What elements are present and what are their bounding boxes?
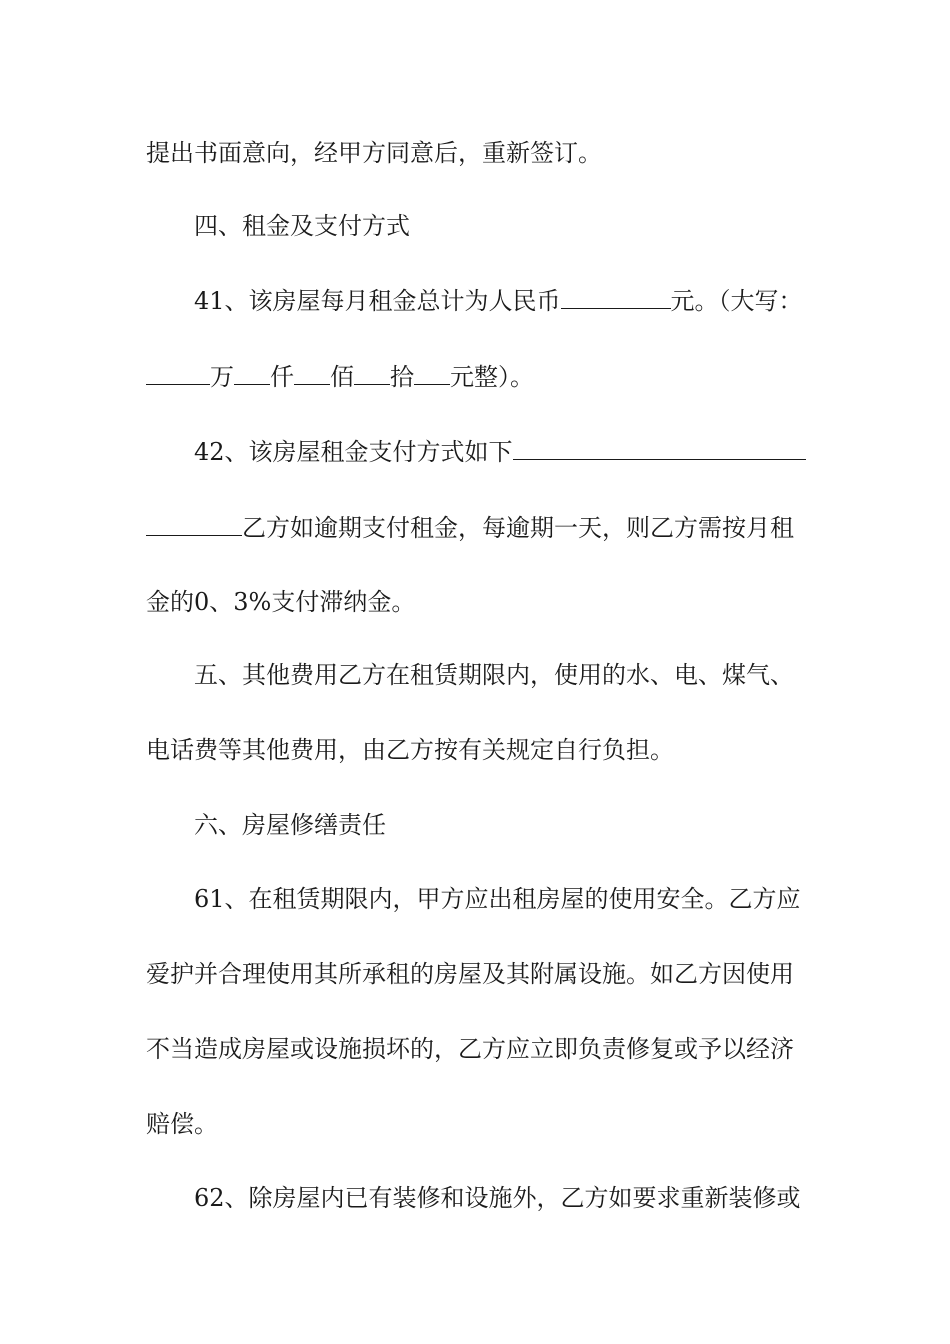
text: 拾 xyxy=(390,363,414,391)
blank-rent-amount[interactable] xyxy=(561,280,671,309)
section-other-fees-line-2 xyxy=(146,730,806,770)
blank-yuan[interactable] xyxy=(414,356,450,385)
blank-wan[interactable] xyxy=(146,356,210,385)
blank-bai[interactable] xyxy=(294,356,330,385)
text: 乙方如逾期支付租金，每逾期一天，则乙方需按月租 xyxy=(242,514,794,542)
text: 提出书面意向，经甲方同意后，重新签订。 xyxy=(146,139,602,167)
text: 元。（大写： xyxy=(670,287,803,315)
section-heading-repair xyxy=(194,805,806,845)
text: 六、房屋修缮责任 xyxy=(194,811,386,839)
text: 元整）。 xyxy=(450,363,534,391)
text: 62、除房屋内已有装修和设施外，乙方如要求重新装修或 xyxy=(194,1184,801,1212)
clause-41-line-1 xyxy=(194,280,806,320)
clause-61-line-2 xyxy=(146,954,806,994)
text: 61、在租赁期限内，甲方应出租房屋的使用安全。乙方应 xyxy=(194,885,801,913)
blank-payment-method-cont[interactable] xyxy=(146,507,242,536)
text: 赔偿。 xyxy=(146,1110,218,1138)
text: 金的0、3%支付滞纳金。 xyxy=(146,588,416,616)
text: 42、该房屋租金支付方式如下 xyxy=(194,438,513,466)
text: 仟 xyxy=(270,363,294,391)
clause-61-line-1 xyxy=(194,879,806,919)
blank-payment-method[interactable] xyxy=(513,431,806,460)
section-heading-rent xyxy=(194,206,806,246)
clause-62-line-1 xyxy=(194,1178,806,1218)
paragraph-line xyxy=(146,133,806,173)
blank-qian[interactable] xyxy=(234,356,270,385)
text: 不当造成房屋或设施损坏的，乙方应立即负责修复或予以经济 xyxy=(146,1035,794,1063)
text: 电话费等其他费用，由乙方按有关规定自行负担。 xyxy=(146,736,674,764)
clause-41-line-2 xyxy=(146,356,806,396)
clause-42-line-1 xyxy=(194,431,806,471)
section-other-fees-line-1 xyxy=(194,655,806,695)
clause-42-line-3 xyxy=(146,582,806,622)
clause-61-line-4 xyxy=(146,1104,806,1144)
text: 四、租金及支付方式 xyxy=(194,212,410,240)
text: 万 xyxy=(210,363,234,391)
text: 佰 xyxy=(330,363,354,391)
blank-shi[interactable] xyxy=(354,356,390,385)
text: 五、其他费用乙方在租赁期限内，使用的水、电、煤气、 xyxy=(194,661,794,689)
clause-42-line-2 xyxy=(146,507,806,547)
text: 爱护并合理使用其所承租的房屋及其附属设施。如乙方因使用 xyxy=(146,960,794,988)
text: 41、该房屋每月租金总计为人民币 xyxy=(194,287,561,315)
clause-61-line-3 xyxy=(146,1029,806,1069)
